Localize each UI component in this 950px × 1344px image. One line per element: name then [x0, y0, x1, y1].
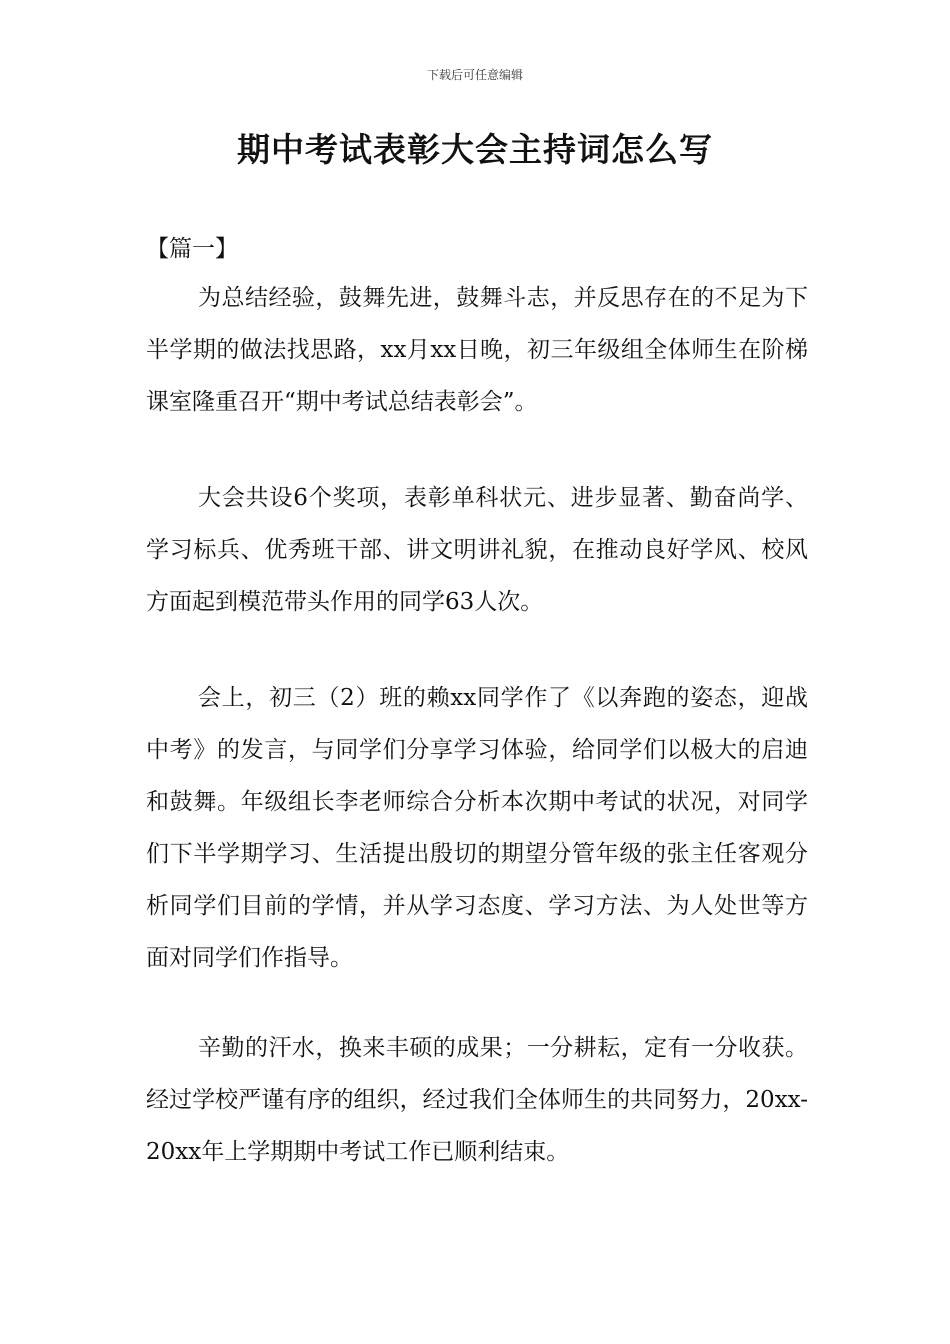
body-paragraph-3: 会上，初三（2）班的赖xx同学作了《以奔跑的姿态，迎战中考》的发言，与同学们分享学习体验，给同学们以极大的启迪和鼓舞。年级组长李老师综合分析本次期中考试的状况，对同学们下半学期学习、生活提出殷切的期望分管年级的张主任客观分析同学们目前的学情，并从学习态度、学习方法、为人处世等方面对同学们作指导。: [146, 685, 808, 971]
document-title: 期中考试表彰大会主持词怎么写: [237, 130, 713, 169]
section-label: 【篇一】: [146, 236, 238, 262]
body-paragraph-4: 辛勤的汗水，换来丰硕的成果；一分耕耘，定有一分收获。经过学校严谨有序的组织，经过我们全体师生的共同努力，20xx-20xx年上学期期中考试工作已顺利结束。: [146, 1035, 808, 1165]
header-note: 下载后可任意编辑: [426, 68, 523, 82]
body-paragraph-1: 为总结经验，鼓舞先进，鼓舞斗志，并反思存在的不足为下半学期的做法找思路，xx月xx日晚，初三年级组全体师生在阶梯课室隆重召开“期中考试总结表彰会”。: [146, 285, 808, 415]
body-paragraph-2: 大会共设6个奖项，表彰单科状元、进步显著、勤奋尚学、学习标兵、优秀班干部、讲文明讲礼貌，在推动良好学风、校风方面起到模范带头作用的同学63人次。: [146, 485, 808, 615]
